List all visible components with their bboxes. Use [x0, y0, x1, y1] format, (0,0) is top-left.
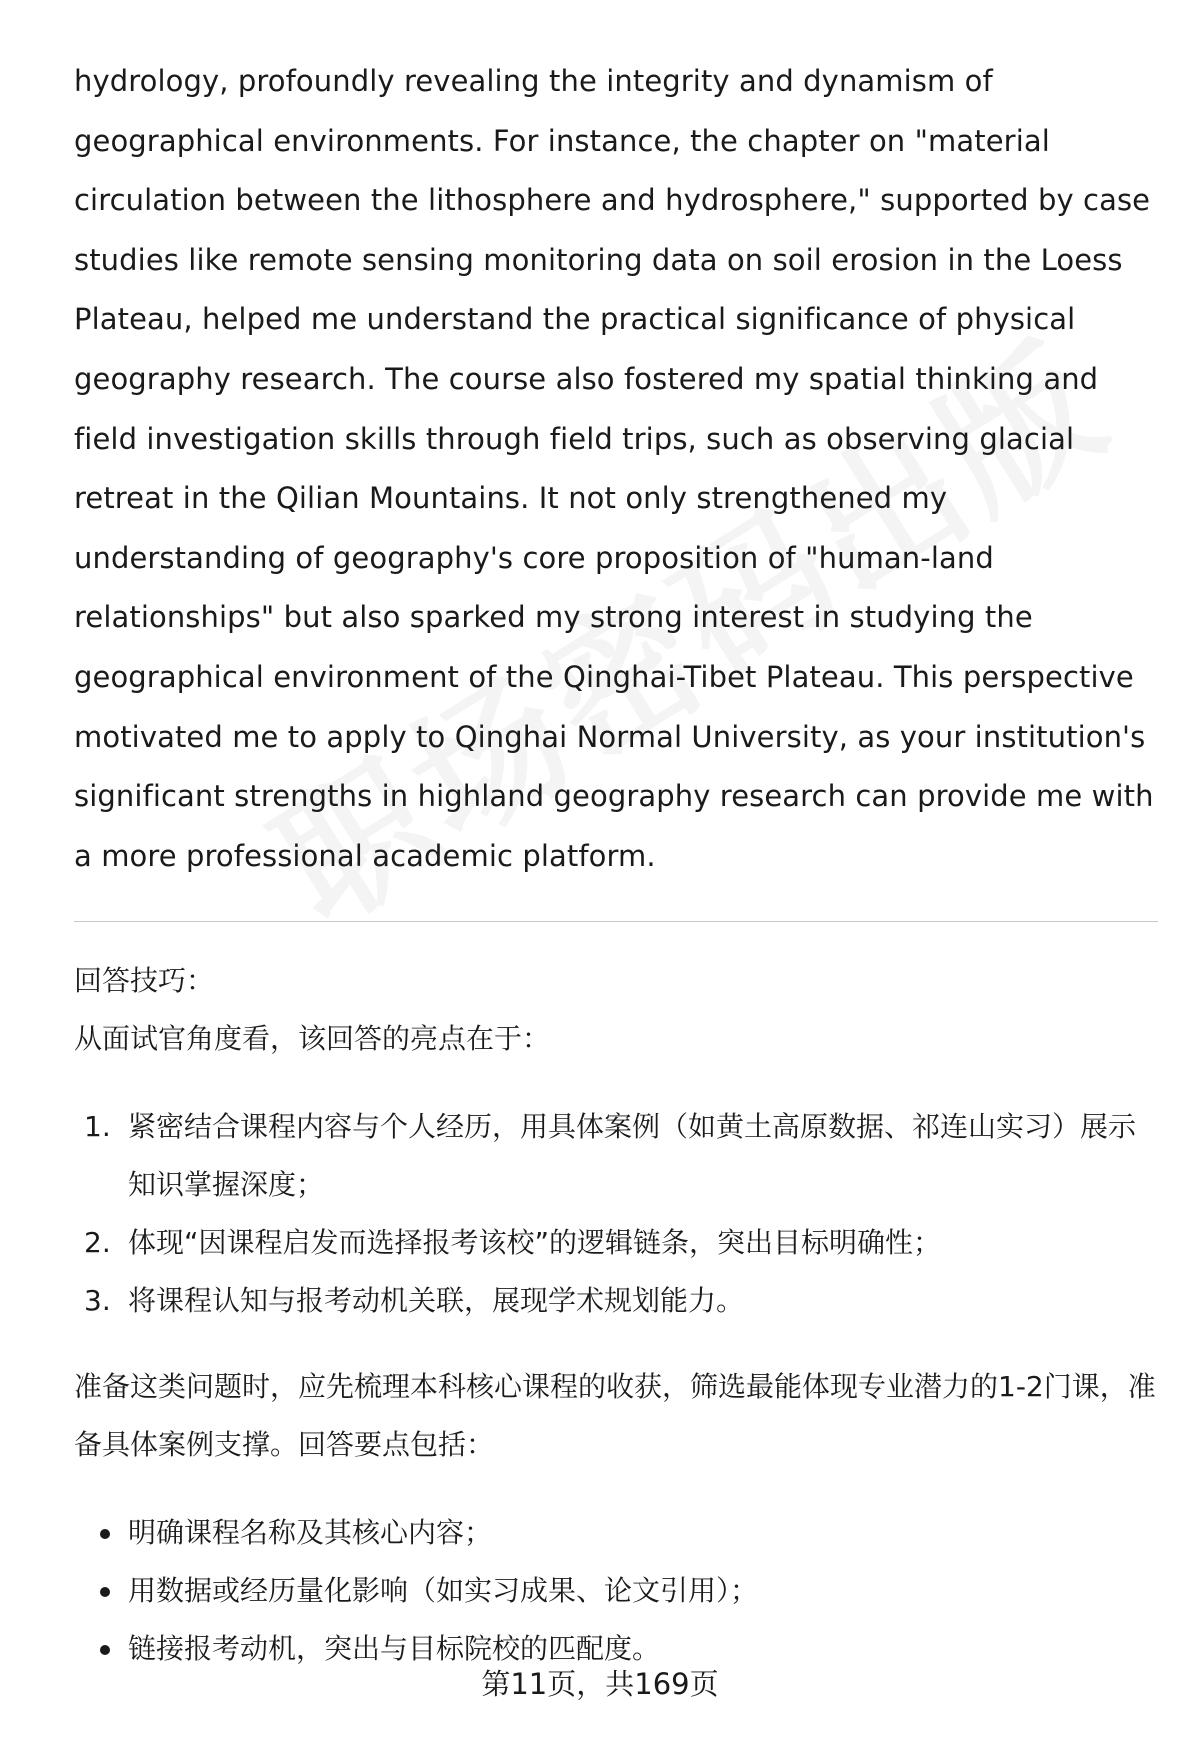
bullet-icon — [100, 1587, 110, 1597]
answer-paragraph: hydrology, profoundly revealing the integrity and dynamism of geographical environments. For instance, the chapter on "material circulation between the lithosphere and hydrosphere," supported by case studies like remote sensing monitoring data on soil erosion in the Loess Plateau, helped me understand the practical significance of physical geography research. The course also fostered my spatial thinking and field investigation skills through field trips, such as observing glacial retreat in the Qilian Mountains. It not only strengthened my understanding of geography's core proposition of "human-land relationships" but also sparked my strong interest in studying the geographical environment of the Qinghai-Tibet Plateau. This perspective motivated me to apply to Qinghai Normal University, as your institution's significant strengths in highland geography research can provide me with a more professional academic platform. — [74, 64, 1154, 873]
page-number: 第11页，共169页 — [481, 1667, 719, 1701]
document-page — [74, 0, 1158, 1678]
list-item — [74, 1504, 1158, 1562]
list-number: 2. — [84, 1226, 111, 1260]
list-item-text: 用数据或经历量化影响（如实习成果、论文引用）； — [128, 1574, 759, 1608]
tips-title: 回答技巧： — [74, 964, 215, 998]
list-item-text: 体现“因课程启发而选择报考该校”的逻辑链条，突出目标明确性； — [128, 1226, 942, 1260]
list-item — [74, 1562, 1158, 1620]
list-item — [74, 1098, 1158, 1214]
bullet-icon — [100, 1645, 110, 1655]
list-item-text: 明确课程名称及其核心内容； — [128, 1516, 493, 1550]
list-item — [74, 1272, 1158, 1330]
list-item-text: 紧密结合课程内容与个人经历，用具体案例（如黄土高原数据、祁连山实习）展示知识掌握深度； — [128, 1110, 1137, 1202]
points-list — [74, 1504, 1158, 1678]
list-number: 1. — [84, 1110, 111, 1144]
tips-intro: 从面试官角度看，该回答的亮点在于： — [74, 1022, 551, 1056]
highlights-list — [74, 1098, 1158, 1330]
list-item-text: 链接报考动机，突出与目标院校的匹配度。 — [128, 1632, 661, 1666]
list-item — [74, 1214, 1158, 1272]
list-number: 3. — [84, 1284, 111, 1318]
divider — [74, 921, 1158, 922]
bullet-icon — [100, 1529, 110, 1539]
preparation-paragraph: 准备这类问题时，应先梳理本科核心课程的收获，筛选最能体现专业潜力的1-2门课，准备具体案例支撑。回答要点包括： — [74, 1370, 1156, 1462]
list-item-text: 将课程认知与报考动机关联，展现学术规划能力。 — [128, 1284, 745, 1318]
